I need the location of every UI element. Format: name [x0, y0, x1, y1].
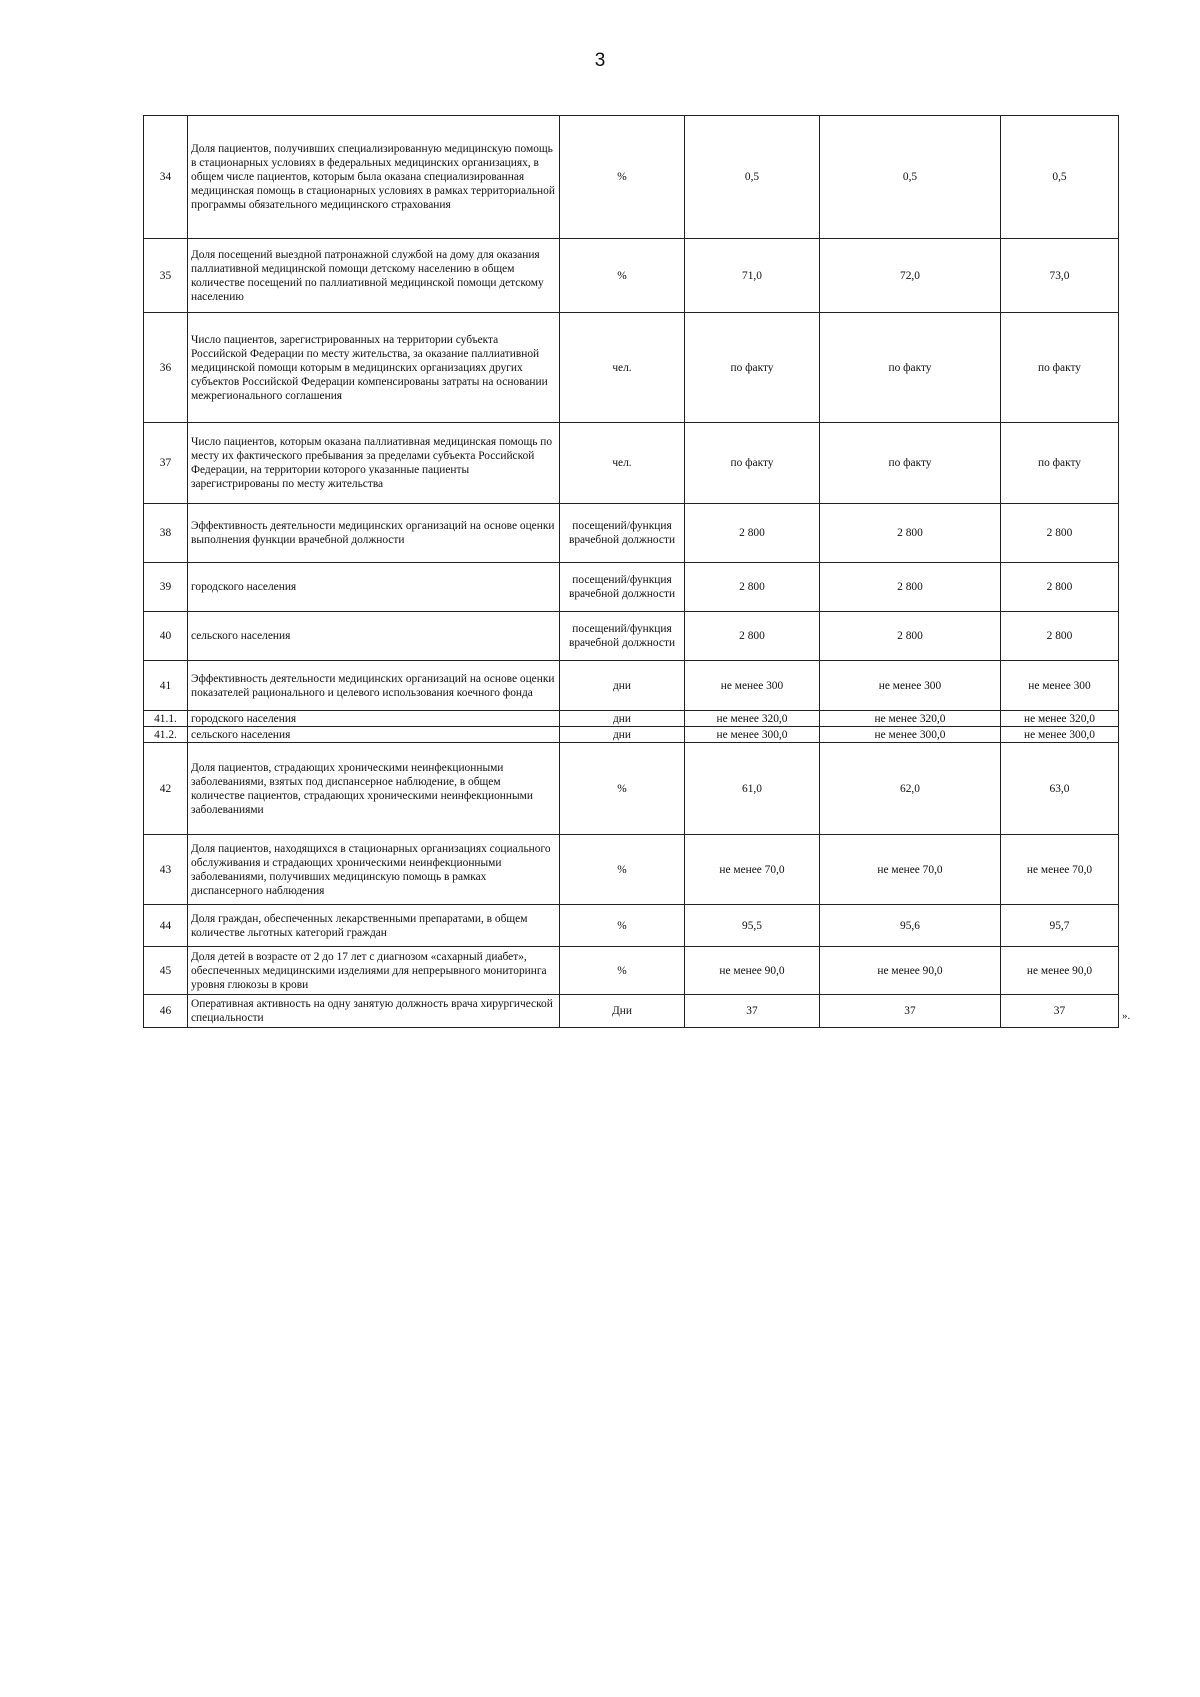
indicator-name: Оперативная активность на одну занятую должность врача хирургической специальности: [188, 995, 560, 1028]
value-year-1: не менее 320,0: [685, 711, 820, 727]
unit-cell: %: [560, 239, 685, 313]
table-row: [144, 727, 1119, 743]
value-year-3: не менее 300,0: [1001, 727, 1119, 743]
value-year-1: не менее 90,0: [685, 947, 820, 995]
value-year-2: не менее 300: [820, 661, 1001, 711]
closing-quote-mark: ».: [1122, 1010, 1131, 1022]
value-year-1: 2 800: [685, 504, 820, 563]
value-year-2: 0,5: [820, 116, 1001, 239]
value-year-1: не менее 300,0: [685, 727, 820, 743]
table-row: [144, 116, 1119, 239]
value-year-3: не менее 70,0: [1001, 835, 1119, 905]
value-year-2: 2 800: [820, 563, 1001, 612]
unit-cell: посещений/функция врачебной должности: [560, 612, 685, 661]
value-year-2: не менее 300,0: [820, 727, 1001, 743]
value-year-2: 2 800: [820, 504, 1001, 563]
page-number: 3: [594, 50, 606, 71]
unit-cell: дни: [560, 711, 685, 727]
indicator-name: Доля граждан, обеспеченных лекарственными препаратами, в общем количестве льготных категорий граждан: [188, 905, 560, 947]
value-year-2: по факту: [820, 313, 1001, 423]
row-number: 45: [144, 947, 188, 995]
value-year-3: не менее 300: [1001, 661, 1119, 711]
value-year-2: не менее 90,0: [820, 947, 1001, 995]
indicator-name: Доля посещений выездной патронажной службой на дому для оказания паллиативной медицинской помощи детскому населению в общем количестве посещений по паллиативной медицинской помощи детскому населению: [188, 239, 560, 313]
table-row: [144, 239, 1119, 313]
value-year-1: по факту: [685, 423, 820, 504]
unit-cell: дни: [560, 727, 685, 743]
value-year-1: не менее 70,0: [685, 835, 820, 905]
table-row: [144, 835, 1119, 905]
value-year-2: не менее 70,0: [820, 835, 1001, 905]
value-year-1: 2 800: [685, 612, 820, 661]
value-year-1: 37: [685, 995, 820, 1028]
value-year-1: не менее 300: [685, 661, 820, 711]
indicators-table: [143, 115, 1119, 1028]
row-number: 41.2.: [144, 727, 188, 743]
indicator-name: сельского населения: [188, 727, 560, 743]
indicator-name: Доля пациентов, находящихся в стационарных организациях социального обслуживания и страдающих хроническими неинфекционными заболеваниями, получивших медицинскую помощь в рамках диспансерного наблюдения: [188, 835, 560, 905]
value-year-3: 0,5: [1001, 116, 1119, 239]
table-row: [144, 563, 1119, 612]
indicator-name: городского населения: [188, 711, 560, 727]
indicators-table-body: [144, 116, 1119, 1028]
table-row: [144, 947, 1119, 995]
value-year-2: 72,0: [820, 239, 1001, 313]
indicator-name: Доля пациентов, получивших специализированную медицинскую помощь в стационарных условиях в федеральных медицинских организациях, в общем числе пациентов, которым была оказана специализированная медицинская помощь в стационарных условиях в рамках территориальной программы обязательного медицинского страхования: [188, 116, 560, 239]
row-number: 34: [144, 116, 188, 239]
row-number: 44: [144, 905, 188, 947]
row-number: 36: [144, 313, 188, 423]
value-year-3: не менее 90,0: [1001, 947, 1119, 995]
indicator-name: Эффективность деятельности медицинских организаций на основе оценки выполнения функции врачебной должности: [188, 504, 560, 563]
value-year-3: 2 800: [1001, 563, 1119, 612]
row-number: 41.1.: [144, 711, 188, 727]
value-year-1: 95,5: [685, 905, 820, 947]
value-year-1: 61,0: [685, 743, 820, 835]
table-row: [144, 661, 1119, 711]
value-year-3: 2 800: [1001, 612, 1119, 661]
indicator-name: Число пациентов, зарегистрированных на территории субъекта Российской Федерации по месту жительства, за оказание паллиативной медицинской помощи которым в медицинских организациях других субъектов Российской Федерации компенсированы затраты на основании межрегионального соглашения: [188, 313, 560, 423]
indicator-name: Эффективность деятельности медицинских организаций на основе оценки показателей рационального и целевого использования коечного фонда: [188, 661, 560, 711]
unit-cell: чел.: [560, 313, 685, 423]
row-number: 46: [144, 995, 188, 1028]
value-year-3: 2 800: [1001, 504, 1119, 563]
indicator-name: Доля детей в возрасте от 2 до 17 лет с диагнозом «сахарный диабет», обеспеченных медицинскими изделиями для непрерывного мониторинга уровня глюкозы в крови: [188, 947, 560, 995]
value-year-1: 2 800: [685, 563, 820, 612]
value-year-3: 37: [1001, 995, 1119, 1028]
value-year-1: по факту: [685, 313, 820, 423]
row-number: 35: [144, 239, 188, 313]
unit-cell: %: [560, 905, 685, 947]
indicator-name: сельского населения: [188, 612, 560, 661]
row-number: 38: [144, 504, 188, 563]
value-year-2: по факту: [820, 423, 1001, 504]
value-year-2: не менее 320,0: [820, 711, 1001, 727]
indicator-name: Число пациентов, которым оказана паллиативная медицинская помощь по месту их фактического пребывания за пределами субъекта Российской Федерации, на территории которого указанные пациенты зарегистрированы по месту жительства: [188, 423, 560, 504]
table-row: [144, 504, 1119, 563]
indicator-name: городского населения: [188, 563, 560, 612]
table-row: [144, 905, 1119, 947]
unit-cell: %: [560, 947, 685, 995]
value-year-2: 62,0: [820, 743, 1001, 835]
value-year-1: 71,0: [685, 239, 820, 313]
table-row: [144, 423, 1119, 504]
table-row: [144, 313, 1119, 423]
indicator-name: Доля пациентов, страдающих хроническими неинфекционными заболеваниями, взятых под диспансерное наблюдение, в общем количестве пациентов, страдающих хроническими неинфекционными заболеваниями: [188, 743, 560, 835]
unit-cell: посещений/функция врачебной должности: [560, 563, 685, 612]
unit-cell: %: [560, 116, 685, 239]
unit-cell: %: [560, 743, 685, 835]
value-year-2: 2 800: [820, 612, 1001, 661]
value-year-1: 0,5: [685, 116, 820, 239]
value-year-3: 73,0: [1001, 239, 1119, 313]
row-number: 42: [144, 743, 188, 835]
value-year-3: по факту: [1001, 313, 1119, 423]
row-number: 37: [144, 423, 188, 504]
table-row: [144, 711, 1119, 727]
unit-cell: чел.: [560, 423, 685, 504]
value-year-3: 63,0: [1001, 743, 1119, 835]
table-row: [144, 743, 1119, 835]
unit-cell: Дни: [560, 995, 685, 1028]
value-year-2: 37: [820, 995, 1001, 1028]
value-year-3: по факту: [1001, 423, 1119, 504]
row-number: 41: [144, 661, 188, 711]
value-year-3: не менее 320,0: [1001, 711, 1119, 727]
value-year-2: 95,6: [820, 905, 1001, 947]
table-row: [144, 995, 1119, 1028]
unit-cell: %: [560, 835, 685, 905]
table-row: [144, 612, 1119, 661]
unit-cell: дни: [560, 661, 685, 711]
unit-cell: посещений/функция врачебной должности: [560, 504, 685, 563]
row-number: 43: [144, 835, 188, 905]
row-number: 40: [144, 612, 188, 661]
value-year-3: 95,7: [1001, 905, 1119, 947]
row-number: 39: [144, 563, 188, 612]
